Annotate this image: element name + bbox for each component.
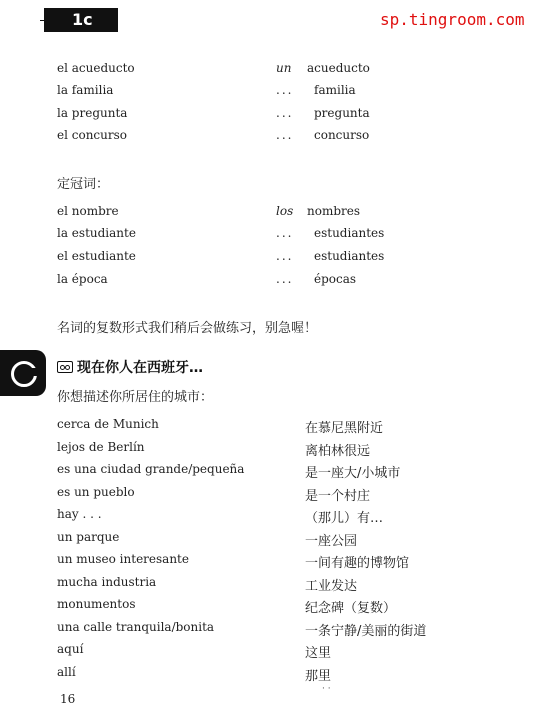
audio-marker-icon — [0, 350, 46, 396]
plural-noun: épocas — [314, 272, 357, 286]
phrase-spanish: aquí — [57, 642, 84, 656]
plural-noun: estudiantes — [314, 249, 385, 263]
plural-noun: nombres — [307, 204, 361, 218]
plural-article: ... — [276, 128, 294, 142]
singular-noun: la época — [57, 272, 108, 286]
plural-article: los — [276, 204, 294, 218]
plural-noun: pregunta — [314, 106, 370, 120]
phrase-chinese: 是一座大/小城市 — [305, 466, 401, 481]
cassette-icon — [57, 361, 73, 373]
phrase-spanish: un museo interesante — [57, 552, 189, 566]
section-heading — [57, 357, 203, 377]
plural-article: ... — [276, 272, 294, 286]
plural-noun: concurso — [314, 128, 370, 142]
section-tab: 1c — [44, 8, 118, 32]
phrase-spanish: hay . . . — [57, 507, 102, 521]
phrase-chinese: 离柏林很远 — [305, 444, 371, 459]
phrase-spanish: mucha industria — [57, 575, 157, 589]
phrase-spanish: allí — [57, 665, 76, 679]
singular-noun: la familia — [57, 83, 114, 97]
phrase-chinese: 一条宁静/美丽的街道 — [305, 624, 427, 639]
singular-noun: el estudiante — [57, 249, 136, 263]
phrase-chinese: 一间有趣的博物馆 — [305, 556, 410, 571]
page-number: 16 — [60, 692, 76, 706]
plural-article: ... — [276, 83, 294, 97]
plural-noun: estudiantes — [314, 226, 385, 240]
phrase-spanish: cerca de Munich — [57, 417, 159, 431]
phrase-chinese: 在慕尼黑附近 — [305, 421, 384, 436]
plural-article: ... — [276, 226, 294, 240]
phrase-chinese: 那里 — [305, 669, 332, 684]
phrase-spanish: es un pueblo — [57, 485, 135, 499]
phrase-chinese: 工业发达 — [305, 579, 358, 594]
plural-noun: familia — [314, 83, 356, 97]
plural-note: 名词的复数形式我们稍后会做练习，别急喔！ — [57, 321, 318, 336]
section-subtitle: 你想描述你所居住的城市： — [57, 390, 214, 405]
plural-noun: acueducto — [307, 61, 370, 75]
phrase-spanish: lejos de Berlín — [57, 440, 145, 454]
phrase-chinese: （那儿）有… — [305, 511, 384, 526]
phrase-spanish: monumentos — [57, 597, 136, 611]
singular-noun: el concurso — [57, 128, 127, 142]
phrase-chinese: 这里 — [305, 646, 332, 661]
definite-article-heading: 定冠词： — [57, 177, 110, 192]
site-url[interactable]: sp.tingroom.com — [380, 10, 525, 29]
plural-article: un — [276, 61, 292, 75]
bottom-marks: · · — [322, 684, 331, 694]
singular-noun: la estudiante — [57, 226, 136, 240]
plural-article: ... — [276, 249, 294, 263]
section-title: 现在你人在西班牙… — [77, 360, 203, 376]
singular-noun: el nombre — [57, 204, 119, 218]
phrase-chinese: 是一个村庄 — [305, 489, 371, 504]
singular-noun: la pregunta — [57, 106, 128, 120]
singular-noun: el acueducto — [57, 61, 135, 75]
phrase-spanish: un parque — [57, 530, 120, 544]
phrase-spanish: una calle tranquila/bonita — [57, 620, 215, 634]
phrase-spanish: es una ciudad grande/pequeña — [57, 462, 245, 476]
plural-article: ... — [276, 106, 294, 120]
phrase-chinese: 纪念碑（复数） — [305, 601, 397, 616]
phrase-chinese: 一座公园 — [305, 534, 358, 549]
